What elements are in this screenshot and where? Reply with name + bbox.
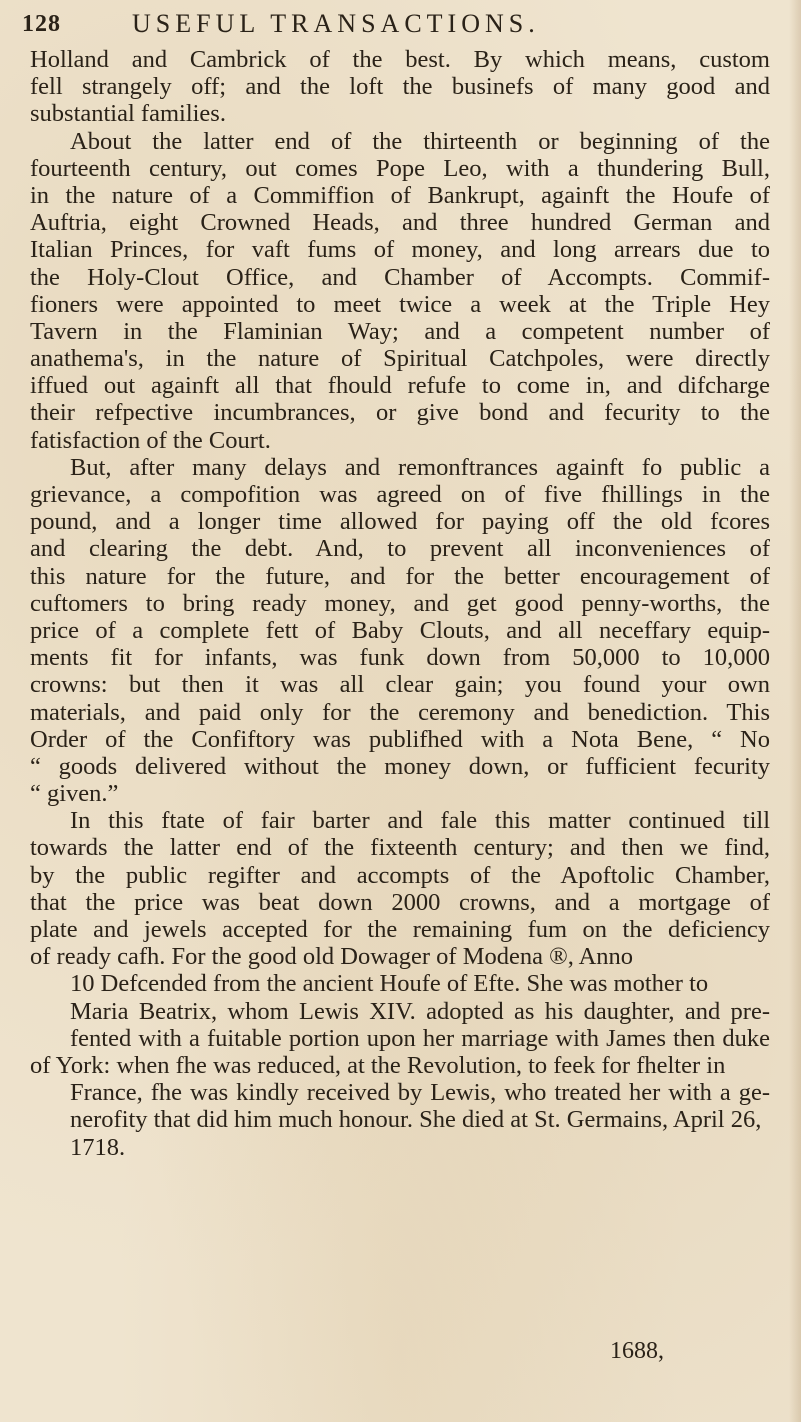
text-line: plate and jewels accepted for the remaining fum on the deficiency: [30, 916, 770, 943]
text-line: anathema's, in the nature of Spiritual Catchpoles, were directly: [30, 345, 770, 373]
running-head: [22, 6, 771, 42]
text-line: Holland and Cambrick of the best. By which means, custom: [30, 46, 770, 73]
text-line: ments fit for infants, was funk down from 50,000 to 10,000: [30, 644, 770, 672]
running-title: USEFUL TRANSACTIONS.: [132, 9, 540, 38]
text-line: “ goods delivered without the money down, or fufficient fecurity: [30, 752, 770, 780]
page-edge-shadow: [789, 0, 801, 1422]
text-line: pound, and a longer time allowed for paying off the old fcores: [30, 508, 770, 536]
text-line: the Holy-Clout Office, and Chamber of Accompts. Commif-: [30, 263, 770, 291]
text-line: “ given.”: [30, 780, 119, 808]
text-line: fioners were appointed to meet twice a week at the Triple Hey: [30, 290, 770, 318]
text-line: Tavern in the Flaminian Way; and a competent number of: [30, 317, 770, 345]
text-line: substantial families.: [30, 100, 226, 128]
text-line: crowns: but then it was all clear gain; you found your own: [30, 671, 770, 699]
catchword: 1688,: [610, 1338, 664, 1364]
text-line: But, after many delays and remonftrances againft fo public a: [70, 453, 770, 481]
text-line: fell strangely off; and the loft the businefs of many good and: [30, 73, 770, 101]
text-line: About the latter end of the thirteenth or beginning of the: [70, 127, 770, 155]
text-line: towards the latter end of the fixteenth century; and then we find,: [30, 834, 770, 862]
text-line: iffued out againft all that fhould refufe to come in, and difcharge: [30, 372, 770, 400]
text-line: Italian Princes, for vaft fums of money, and long arrears due to: [30, 236, 770, 264]
text-line: fatisfaction of the Court.: [30, 426, 271, 454]
text-line: nerofity that did him much honour. She died at St. Germains, April 26,: [70, 1106, 762, 1134]
text-line: grievance, a compofition was agreed on of five fhillings in the: [30, 481, 770, 508]
text-line: 10 Defcended from the ancient Houfe of Efte. She was mother to: [70, 970, 709, 998]
text-line: Auftria, eight Crowned Heads, and three hundred German and: [30, 209, 770, 237]
text-line: their refpective incumbrances, or give bond and fecurity to the: [30, 399, 770, 427]
text-line: Order of the Confiftory was publifhed with a Nota Bene, “ No: [30, 725, 770, 753]
text-line: fented with a fuitable portion upon her marriage with James then duke: [70, 1024, 770, 1052]
text-line: in the nature of a Commiffion of Bankrupt, againft the Houfe of: [30, 181, 770, 209]
text-line: France, fhe was kindly received by Lewis, who treated her with a ge-: [70, 1079, 770, 1107]
text-line: that the price was beat down 2000 crowns, and a mortgage of: [30, 888, 770, 916]
text-line: cuftomers to bring ready money, and get good penny-worths, the: [30, 589, 770, 617]
body-text: [30, 46, 770, 1161]
text-line: fourteenth century, out comes Pope Leo, with a thundering Bull,: [30, 154, 770, 182]
text-line: In this ftate of fair barter and fale this matter continued till: [70, 807, 770, 835]
text-line: of York: when fhe was reduced, at the Revolution, to feek for fhelter in: [30, 1051, 726, 1079]
page-number: 128: [22, 10, 61, 37]
text-line: materials, and paid only for the ceremony and benediction. This: [30, 698, 770, 726]
text-line: price of a complete fett of Baby Clouts, and all neceffary equip-: [30, 616, 770, 644]
text-line: of ready cafh. For the good old Dowager of Modena ®, Anno: [30, 943, 634, 971]
text-line: and clearing the debt. And, to prevent all inconveniences of: [30, 535, 770, 563]
text-line: by the public regifter and accompts of the Apoftolic Chamber,: [30, 861, 770, 889]
text-line: this nature for the future, and for the better encouragement of: [30, 562, 770, 590]
text-line: Maria Beatrix, whom Lewis XIV. adopted as his daughter, and pre-: [70, 997, 770, 1025]
text-line: 1718.: [70, 1133, 126, 1161]
